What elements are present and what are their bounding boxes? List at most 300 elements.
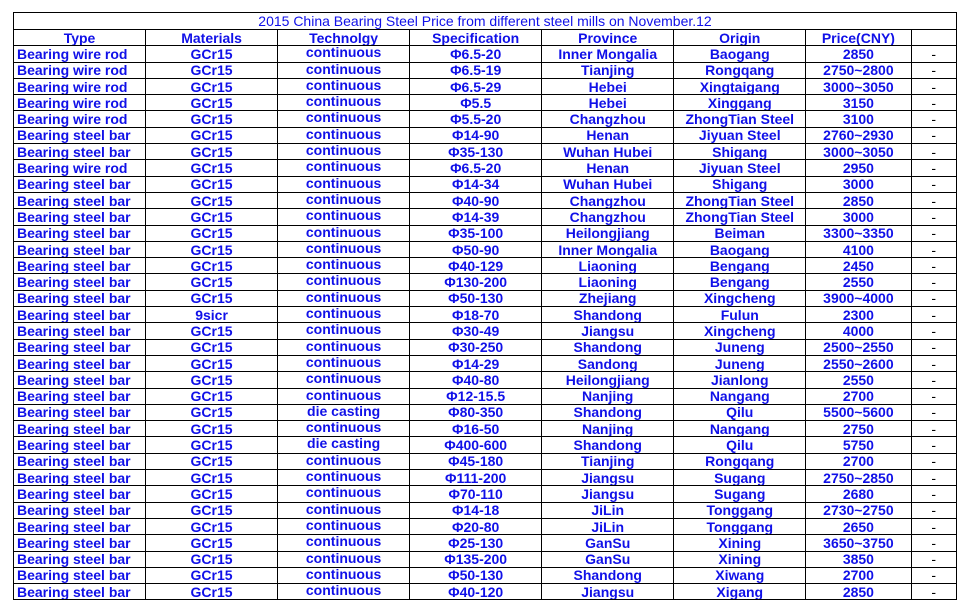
cell-dash: - xyxy=(911,258,957,274)
table-row xyxy=(14,535,957,551)
cell-price: 2500~2550 xyxy=(806,339,911,355)
cell-specification: Φ130-200 xyxy=(410,274,542,290)
cell-province: Hebei xyxy=(542,95,674,111)
cell-province: Henan xyxy=(542,160,674,176)
cell-type: Bearing wire rod xyxy=(14,95,146,111)
cell-materials: GCr15 xyxy=(146,323,278,339)
cell-price: 2300 xyxy=(806,307,911,323)
cell-type: Bearing steel bar xyxy=(14,144,146,160)
cell-specification: Φ20-80 xyxy=(410,518,542,534)
cell-province: Shandong xyxy=(542,567,674,583)
cell-materials: GCr15 xyxy=(146,502,278,518)
cell-materials: GCr15 xyxy=(146,258,278,274)
cell-origin: Baogang xyxy=(674,46,806,62)
cell-materials: GCr15 xyxy=(146,192,278,208)
cell-type: Bearing steel bar xyxy=(14,225,146,241)
cell-dash: - xyxy=(911,290,957,306)
cell-dash: - xyxy=(911,176,957,192)
cell-type: Bearing steel bar xyxy=(14,307,146,323)
cell-price: 2760~2930 xyxy=(806,127,911,143)
cell-materials: GCr15 xyxy=(146,62,278,78)
table-row xyxy=(14,111,957,127)
cell-type: Bearing steel bar xyxy=(14,518,146,534)
cell-specification: Φ14-90 xyxy=(410,127,542,143)
cell-dash: - xyxy=(911,339,957,355)
cell-dash: - xyxy=(911,518,957,534)
cell-dash: - xyxy=(911,584,957,600)
cell-price: 3000~3050 xyxy=(806,144,911,160)
cell-materials: GCr15 xyxy=(146,209,278,225)
cell-materials: GCr15 xyxy=(146,78,278,94)
header-province: Province xyxy=(542,30,674,46)
cell-materials: GCr15 xyxy=(146,486,278,502)
cell-type: Bearing steel bar xyxy=(14,453,146,469)
cell-province: Liaoning xyxy=(542,258,674,274)
cell-origin: Xining xyxy=(674,535,806,551)
cell-technology: continuous xyxy=(278,307,410,323)
cell-price: 4100 xyxy=(806,241,911,257)
cell-province: Jiangsu xyxy=(542,323,674,339)
cell-technology: continuous xyxy=(278,192,410,208)
cell-origin: Xingcheng xyxy=(674,290,806,306)
cell-price: 2550 xyxy=(806,274,911,290)
cell-province: Heilongjiang xyxy=(542,372,674,388)
cell-price: 2700 xyxy=(806,388,911,404)
table-row xyxy=(14,78,957,94)
cell-materials: GCr15 xyxy=(146,567,278,583)
cell-type: Bearing steel bar xyxy=(14,584,146,600)
cell-specification: Φ30-49 xyxy=(410,323,542,339)
cell-dash: - xyxy=(911,453,957,469)
cell-origin: Shigang xyxy=(674,144,806,160)
cell-technology: continuous xyxy=(278,502,410,518)
cell-origin: Nangang xyxy=(674,421,806,437)
cell-materials: GCr15 xyxy=(146,176,278,192)
cell-specification: Φ12-15.5 xyxy=(410,388,542,404)
cell-technology: continuous xyxy=(278,388,410,404)
cell-technology: continuous xyxy=(278,372,410,388)
table-row xyxy=(14,339,957,355)
cell-province: Changzhou xyxy=(542,209,674,225)
cell-dash: - xyxy=(911,502,957,518)
cell-province: Heilongjiang xyxy=(542,225,674,241)
cell-technology: continuous xyxy=(278,470,410,486)
cell-technology: continuous xyxy=(278,421,410,437)
cell-technology: continuous xyxy=(278,453,410,469)
cell-dash: - xyxy=(911,241,957,257)
cell-materials: GCr15 xyxy=(146,453,278,469)
cell-origin: Tonggang xyxy=(674,502,806,518)
cell-price: 2750 xyxy=(806,421,911,437)
cell-dash: - xyxy=(911,307,957,323)
cell-type: Bearing steel bar xyxy=(14,388,146,404)
cell-price: 2450 xyxy=(806,258,911,274)
cell-type: Bearing steel bar xyxy=(14,355,146,371)
table-row xyxy=(14,421,957,437)
cell-dash: - xyxy=(911,160,957,176)
cell-specification: Φ45-180 xyxy=(410,453,542,469)
cell-type: Bearing steel bar xyxy=(14,486,146,502)
cell-province: Liaoning xyxy=(542,274,674,290)
cell-specification: Φ40-129 xyxy=(410,258,542,274)
cell-technology: continuous xyxy=(278,290,410,306)
cell-type: Bearing wire rod xyxy=(14,78,146,94)
table-row xyxy=(14,144,957,160)
cell-specification: Φ6.5-29 xyxy=(410,78,542,94)
table-row xyxy=(14,551,957,567)
cell-province: Inner Mongalia xyxy=(542,241,674,257)
table-row xyxy=(14,241,957,257)
cell-province: JiLin xyxy=(542,502,674,518)
cell-type: Bearing steel bar xyxy=(14,241,146,257)
cell-origin: Qilu xyxy=(674,437,806,453)
cell-origin: Jiyuan Steel xyxy=(674,160,806,176)
table-row xyxy=(14,160,957,176)
cell-specification: Φ40-120 xyxy=(410,584,542,600)
cell-specification: Φ14-18 xyxy=(410,502,542,518)
table-row xyxy=(14,209,957,225)
cell-materials: GCr15 xyxy=(146,339,278,355)
cell-origin: Shigang xyxy=(674,176,806,192)
cell-province: GanSu xyxy=(542,551,674,567)
cell-technology: continuous xyxy=(278,258,410,274)
cell-technology: continuous xyxy=(278,62,410,78)
cell-province: Changzhou xyxy=(542,192,674,208)
table-row xyxy=(14,518,957,534)
cell-province: GanSu xyxy=(542,535,674,551)
cell-origin: Qilu xyxy=(674,404,806,420)
header-specification: Specification xyxy=(410,30,542,46)
cell-materials: GCr15 xyxy=(146,290,278,306)
cell-province: Nanjing xyxy=(542,421,674,437)
cell-technology: continuous xyxy=(278,111,410,127)
cell-price: 3650~3750 xyxy=(806,535,911,551)
cell-materials: GCr15 xyxy=(146,46,278,62)
table-row xyxy=(14,46,957,62)
cell-origin: Tonggang xyxy=(674,518,806,534)
cell-dash: - xyxy=(911,46,957,62)
cell-origin: ZhongTian Steel xyxy=(674,209,806,225)
cell-technology: continuous xyxy=(278,144,410,160)
cell-specification: Φ135-200 xyxy=(410,551,542,567)
cell-origin: Sugang xyxy=(674,470,806,486)
cell-price: 3000 xyxy=(806,176,911,192)
table-row xyxy=(14,486,957,502)
cell-specification: Φ35-130 xyxy=(410,144,542,160)
cell-origin: Xiwang xyxy=(674,567,806,583)
cell-type: Bearing wire rod xyxy=(14,160,146,176)
cell-technology: continuous xyxy=(278,535,410,551)
cell-dash: - xyxy=(911,421,957,437)
cell-dash: - xyxy=(911,111,957,127)
cell-type: Bearing steel bar xyxy=(14,372,146,388)
cell-price: 2550 xyxy=(806,372,911,388)
cell-price: 2750~2850 xyxy=(806,470,911,486)
cell-type: Bearing steel bar xyxy=(14,127,146,143)
cell-materials: GCr15 xyxy=(146,127,278,143)
cell-price: 2700 xyxy=(806,453,911,469)
cell-origin: ZhongTian Steel xyxy=(674,111,806,127)
cell-specification: Φ50-130 xyxy=(410,567,542,583)
cell-price: 5500~5600 xyxy=(806,404,911,420)
cell-technology: continuous xyxy=(278,176,410,192)
cell-price: 3100 xyxy=(806,111,911,127)
cell-technology: continuous xyxy=(278,160,410,176)
cell-specification: Φ111-200 xyxy=(410,470,542,486)
header-origin: Origin xyxy=(674,30,806,46)
cell-price: 4000 xyxy=(806,323,911,339)
cell-price: 2680 xyxy=(806,486,911,502)
cell-province: Shandong xyxy=(542,339,674,355)
table-row xyxy=(14,372,957,388)
table-row xyxy=(14,127,957,143)
cell-type: Bearing steel bar xyxy=(14,502,146,518)
cell-type: Bearing steel bar xyxy=(14,176,146,192)
cell-specification: Φ30-250 xyxy=(410,339,542,355)
cell-price: 5750 xyxy=(806,437,911,453)
cell-dash: - xyxy=(911,486,957,502)
cell-specification: Φ40-90 xyxy=(410,192,542,208)
table-row xyxy=(14,307,957,323)
cell-dash: - xyxy=(911,225,957,241)
cell-materials: GCr15 xyxy=(146,404,278,420)
cell-price: 2730~2750 xyxy=(806,502,911,518)
cell-origin: Baogang xyxy=(674,241,806,257)
cell-origin: Xining xyxy=(674,551,806,567)
cell-type: Bearing steel bar xyxy=(14,209,146,225)
table-row xyxy=(14,502,957,518)
cell-type: Bearing steel bar xyxy=(14,290,146,306)
cell-type: Bearing steel bar xyxy=(14,339,146,355)
cell-price: 2550~2600 xyxy=(806,355,911,371)
cell-technology: continuous xyxy=(278,355,410,371)
title-row xyxy=(14,13,957,30)
cell-specification: Φ50-130 xyxy=(410,290,542,306)
cell-technology: continuous xyxy=(278,241,410,257)
cell-price: 2850 xyxy=(806,46,911,62)
cell-specification: Φ5.5-20 xyxy=(410,111,542,127)
cell-specification: Φ14-39 xyxy=(410,209,542,225)
cell-materials: GCr15 xyxy=(146,274,278,290)
cell-origin: Jiyuan Steel xyxy=(674,127,806,143)
cell-materials: GCr15 xyxy=(146,421,278,437)
cell-materials: GCr15 xyxy=(146,388,278,404)
header-price: Price(CNY) xyxy=(806,30,911,46)
cell-dash: - xyxy=(911,551,957,567)
cell-dash: - xyxy=(911,144,957,160)
cell-type: Bearing steel bar xyxy=(14,192,146,208)
cell-type: Bearing steel bar xyxy=(14,323,146,339)
cell-origin: Nangang xyxy=(674,388,806,404)
cell-specification: Φ14-34 xyxy=(410,176,542,192)
cell-origin: Xinggang xyxy=(674,95,806,111)
cell-province: Zhejiang xyxy=(542,290,674,306)
cell-type: Bearing steel bar xyxy=(14,535,146,551)
cell-province: Jiangsu xyxy=(542,584,674,600)
cell-specification: Φ400-600 xyxy=(410,437,542,453)
cell-origin: Rongqang xyxy=(674,453,806,469)
cell-price: 3150 xyxy=(806,95,911,111)
header-blank xyxy=(911,30,957,46)
cell-type: Bearing steel bar xyxy=(14,258,146,274)
cell-province: Shandong xyxy=(542,437,674,453)
cell-origin: Juneng xyxy=(674,355,806,371)
cell-technology: continuous xyxy=(278,225,410,241)
cell-dash: - xyxy=(911,470,957,486)
cell-province: Inner Mongalia xyxy=(542,46,674,62)
cell-province: Wuhan Hubei xyxy=(542,176,674,192)
cell-specification: Φ5.5 xyxy=(410,95,542,111)
cell-specification: Φ40-80 xyxy=(410,372,542,388)
cell-dash: - xyxy=(911,567,957,583)
cell-province: Jiangsu xyxy=(542,486,674,502)
cell-materials: GCr15 xyxy=(146,518,278,534)
cell-province: Tianjing xyxy=(542,453,674,469)
cell-dash: - xyxy=(911,404,957,420)
cell-materials: GCr15 xyxy=(146,95,278,111)
cell-price: 3850 xyxy=(806,551,911,567)
table-row xyxy=(14,453,957,469)
cell-technology: continuous xyxy=(278,78,410,94)
cell-price: 2950 xyxy=(806,160,911,176)
table-row xyxy=(14,176,957,192)
cell-materials: GCr15 xyxy=(146,144,278,160)
cell-price: 2850 xyxy=(806,192,911,208)
cell-specification: Φ35-100 xyxy=(410,225,542,241)
cell-materials: GCr15 xyxy=(146,437,278,453)
cell-technology: die casting xyxy=(278,404,410,420)
cell-dash: - xyxy=(911,437,957,453)
cell-province: Tianjing xyxy=(542,62,674,78)
cell-technology: continuous xyxy=(278,551,410,567)
cell-specification: Φ6.5-19 xyxy=(410,62,542,78)
table-row xyxy=(14,323,957,339)
table-row xyxy=(14,388,957,404)
table-body xyxy=(14,46,957,600)
cell-price: 3900~4000 xyxy=(806,290,911,306)
cell-materials: GCr15 xyxy=(146,111,278,127)
cell-materials: GCr15 xyxy=(146,225,278,241)
cell-specification: Φ70-110 xyxy=(410,486,542,502)
table-row xyxy=(14,290,957,306)
cell-technology: die casting xyxy=(278,437,410,453)
cell-dash: - xyxy=(911,127,957,143)
cell-materials: GCr15 xyxy=(146,584,278,600)
table-row xyxy=(14,355,957,371)
cell-price: 3000 xyxy=(806,209,911,225)
cell-specification: Φ25-130 xyxy=(410,535,542,551)
cell-specification: Φ14-29 xyxy=(410,355,542,371)
cell-origin: Xingcheng xyxy=(674,323,806,339)
cell-materials: GCr15 xyxy=(146,551,278,567)
table-row xyxy=(14,470,957,486)
cell-province: Changzhou xyxy=(542,111,674,127)
cell-province: JiLin xyxy=(542,518,674,534)
cell-specification: Φ16-50 xyxy=(410,421,542,437)
cell-price: 3300~3350 xyxy=(806,225,911,241)
table-row xyxy=(14,258,957,274)
cell-materials: GCr15 xyxy=(146,160,278,176)
cell-type: Bearing steel bar xyxy=(14,421,146,437)
cell-specification: Φ80-350 xyxy=(410,404,542,420)
cell-dash: - xyxy=(911,535,957,551)
cell-dash: - xyxy=(911,192,957,208)
table-row xyxy=(14,404,957,420)
header-row xyxy=(14,30,957,46)
cell-type: Bearing wire rod xyxy=(14,111,146,127)
cell-technology: continuous xyxy=(278,209,410,225)
cell-technology: continuous xyxy=(278,486,410,502)
cell-price: 2750~2800 xyxy=(806,62,911,78)
cell-type: Bearing steel bar xyxy=(14,551,146,567)
table-row xyxy=(14,192,957,208)
cell-dash: - xyxy=(911,78,957,94)
cell-materials: GCr15 xyxy=(146,355,278,371)
cell-specification: Φ6.5-20 xyxy=(410,46,542,62)
header-materials: Materials xyxy=(146,30,278,46)
cell-dash: - xyxy=(911,323,957,339)
header-technology: Technolgy xyxy=(278,30,410,46)
cell-technology: continuous xyxy=(278,584,410,600)
cell-origin: Bengang xyxy=(674,274,806,290)
cell-specification: Φ6.5-20 xyxy=(410,160,542,176)
cell-technology: continuous xyxy=(278,518,410,534)
cell-origin: Beiman xyxy=(674,225,806,241)
cell-dash: - xyxy=(911,355,957,371)
cell-province: Jiangsu xyxy=(542,470,674,486)
cell-province: Shandong xyxy=(542,307,674,323)
cell-origin: Xigang xyxy=(674,584,806,600)
table-row xyxy=(14,225,957,241)
cell-technology: continuous xyxy=(278,567,410,583)
cell-dash: - xyxy=(911,274,957,290)
table-row xyxy=(14,62,957,78)
cell-dash: - xyxy=(911,62,957,78)
cell-type: Bearing steel bar xyxy=(14,274,146,290)
cell-origin: Jianlong xyxy=(674,372,806,388)
cell-origin: Xingtaigang xyxy=(674,78,806,94)
table-row xyxy=(14,584,957,600)
table-title: 2015 China Bearing Steel Price from different steel mills on November.12 xyxy=(14,13,957,30)
cell-province: Shandong xyxy=(542,404,674,420)
cell-origin: Rongqang xyxy=(674,62,806,78)
cell-type: Bearing steel bar xyxy=(14,404,146,420)
table-row xyxy=(14,274,957,290)
cell-materials: 9sicr xyxy=(146,307,278,323)
cell-type: Bearing wire rod xyxy=(14,62,146,78)
cell-technology: continuous xyxy=(278,274,410,290)
cell-dash: - xyxy=(911,95,957,111)
cell-type: Bearing wire rod xyxy=(14,46,146,62)
cell-dash: - xyxy=(911,209,957,225)
header-type: Type xyxy=(14,30,146,46)
table-row xyxy=(14,95,957,111)
cell-materials: GCr15 xyxy=(146,535,278,551)
cell-price: 3000~3050 xyxy=(806,78,911,94)
cell-dash: - xyxy=(911,388,957,404)
cell-price: 2650 xyxy=(806,518,911,534)
cell-specification: Φ50-90 xyxy=(410,241,542,257)
cell-technology: continuous xyxy=(278,95,410,111)
cell-price: 2850 xyxy=(806,584,911,600)
cell-materials: GCr15 xyxy=(146,372,278,388)
cell-technology: continuous xyxy=(278,339,410,355)
cell-price: 2700 xyxy=(806,567,911,583)
cell-province: Wuhan Hubei xyxy=(542,144,674,160)
cell-dash: - xyxy=(911,372,957,388)
cell-type: Bearing steel bar xyxy=(14,567,146,583)
cell-origin: Bengang xyxy=(674,258,806,274)
